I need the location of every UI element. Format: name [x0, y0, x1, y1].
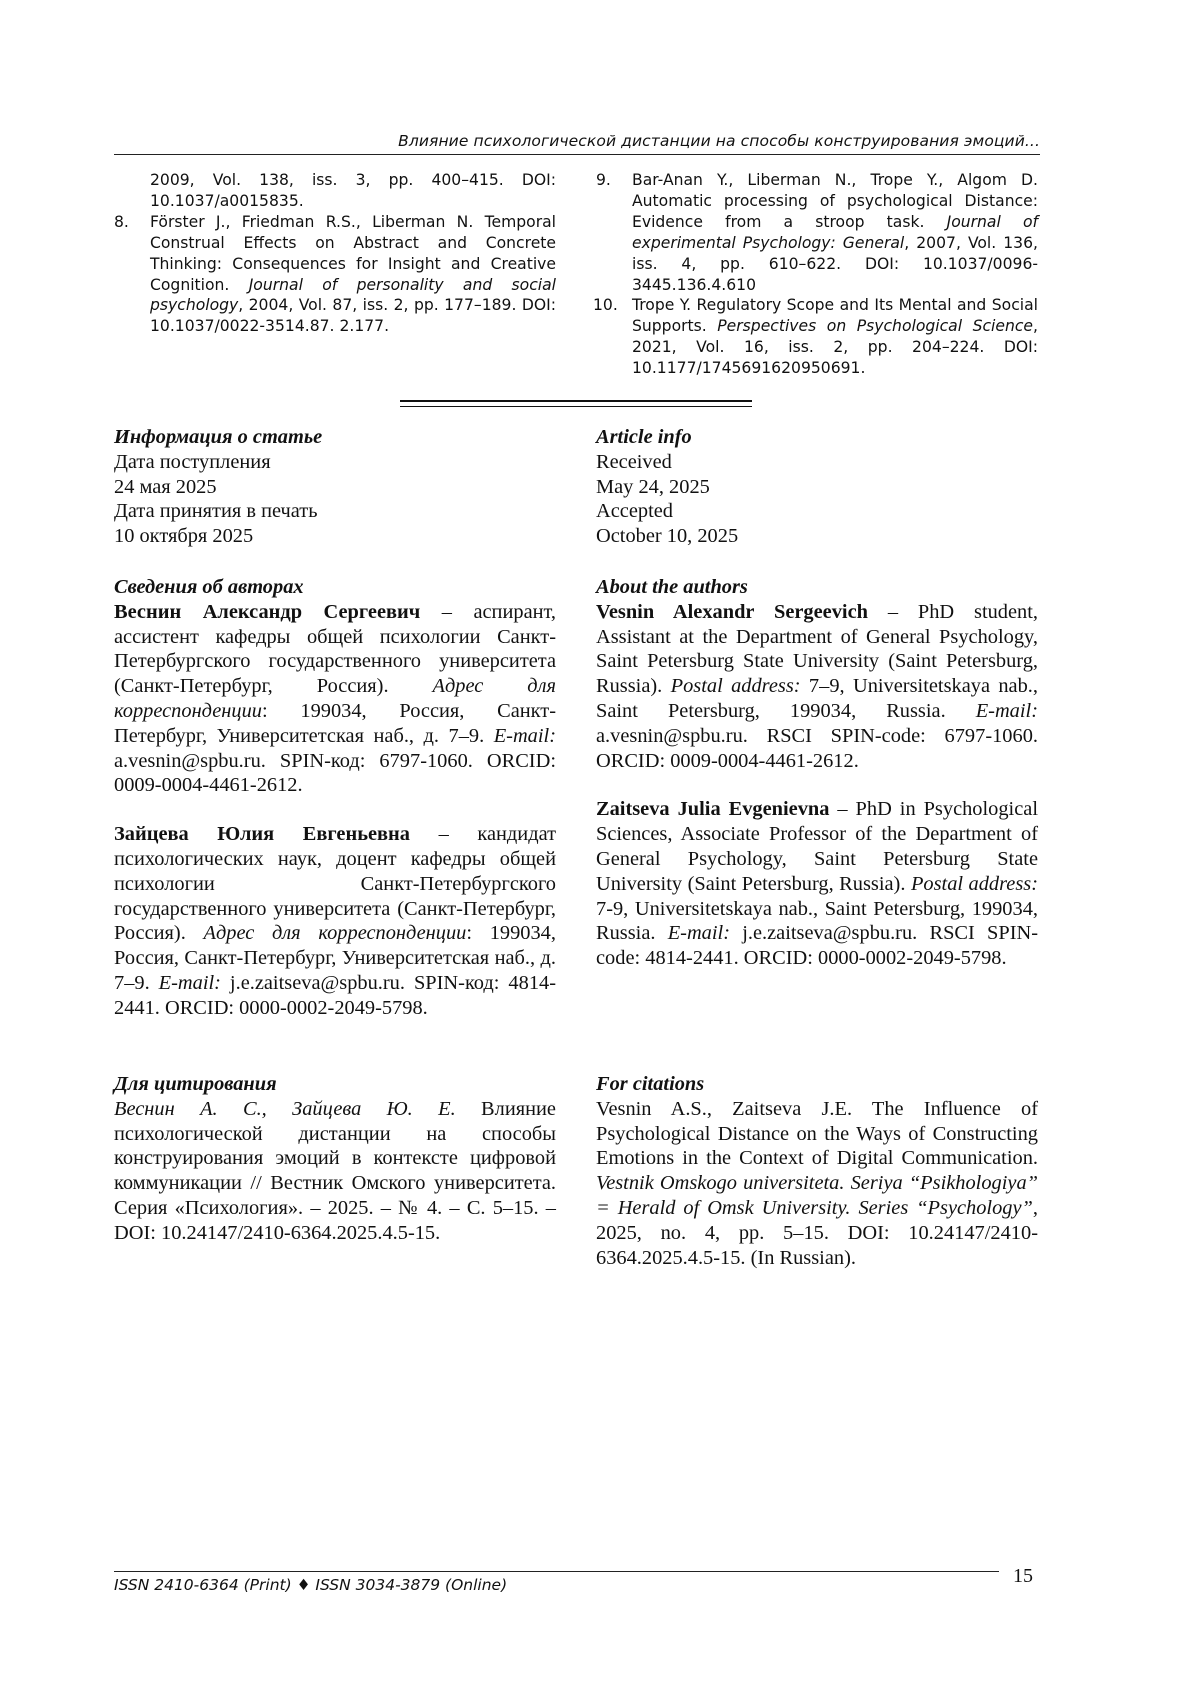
- page-number: 15: [1013, 1565, 1033, 1587]
- author-description: – PhD in Psychological Sciences, Associate Professor of the Department of General Psychology, Saint Petersburg State University (Saint Petersburg, Russia).: [596, 798, 1038, 895]
- address-label: Адрес для корреспонденции: [114, 675, 556, 722]
- references-left-column: [114, 170, 556, 337]
- author-2-bio: [596, 797, 1038, 971]
- address-label: Postal address:: [670, 675, 801, 698]
- authors-heading: About the authors: [596, 576, 748, 598]
- reference-details: , 2004, Vol. 87, iss. 2, pp. 177–189. DOI: 10.1037/0022-3514.87. 2.177.: [150, 296, 556, 336]
- author-2-bio: [114, 822, 556, 1020]
- email-and-ids: a.vesnin@spbu.ru. RSCI SPIN-code: 6797-1060. ORCID: 0009-0004-4461-2612.: [596, 724, 1038, 772]
- citation-text: [114, 1097, 556, 1246]
- footer-rule: [114, 1571, 999, 1572]
- author-1-bio: [114, 600, 556, 798]
- article-info-en: [596, 425, 1038, 549]
- accepted-date: October 10, 2025: [596, 525, 739, 548]
- email-and-ids: j.e.zaitseva@spbu.ru. RSCI SPIN-code: 4814-2441. ORCID: 0000-0002-2049-5798.: [596, 922, 1039, 970]
- citation-text: [596, 1097, 1038, 1271]
- reference-journal: Journal of personality and social psychology: [150, 275, 557, 315]
- author-name: Зайцева Юлия Евгеньевна: [114, 823, 410, 846]
- authors-en: [596, 575, 1038, 971]
- received-date: May 24, 2025: [596, 475, 710, 498]
- address-label: Адрес для корреспонденции: [203, 922, 467, 945]
- email-label: E-mail:: [493, 724, 556, 747]
- email-label: E-mail:: [158, 971, 221, 994]
- reference-number: 8.: [114, 212, 129, 231]
- issn-line: ISSN 2410-6364 (Print) ♦ ISSN 3034-3879 (Online): [114, 1576, 508, 1594]
- address: : 199034, Россия, Санкт-Петербург, Университетская наб., д. 7–9.: [114, 699, 556, 747]
- reference-authors-title: Förster J., Friedman R.S., Liberman N. Temporal Construal Effects on Abstract and Concrete Thinking: Consequences for Insight and Creative Cognition.: [150, 212, 556, 294]
- article-info-heading: Article info: [596, 426, 692, 448]
- citation-en: [596, 1072, 1038, 1270]
- reference-authors-title: Trope Y. Regulatory Scope and Its Mental and Social Supports.: [632, 296, 1038, 336]
- reference-10: [593, 295, 1038, 379]
- author-name: Vesnin Alexandr Sergeevich: [596, 600, 868, 623]
- reference-details: , 2007, Vol. 136, iss. 4, pp. 610–622. DOI: 10.1037/0096-3445.136.4.610: [632, 233, 1038, 294]
- authors-ru: [114, 575, 556, 1021]
- citation-body: Vesnin A.S., Zaitseva J.E. The Influence of Psychological Distance on the Ways of Constructing Emotions in the Context of Digital Communication.: [596, 1097, 1038, 1170]
- author-description: – аспирант, ассистент кафедры общей психологии Санкт-Петербургского государственного университета (Санкт-Петербург, Россия).: [114, 600, 557, 698]
- reference-number: 9.: [596, 171, 611, 189]
- citation-heading: Для цитирования: [114, 1073, 277, 1095]
- author-1-bio: [596, 600, 1038, 774]
- citation-ru: [114, 1072, 556, 1246]
- received-date: 24 мая 2025: [114, 475, 217, 498]
- article-info-ru: [114, 425, 556, 549]
- email-and-ids: a.vesnin@spbu.ru. SPIN-код: 6797-1060. ORCID: 0009-0004-4461-2612.: [114, 749, 556, 797]
- email-label: E-mail:: [667, 922, 730, 945]
- author-description: – кандидат психологических наук, доцент кафедры общей психологии Санкт-Петербургского государственного университета (Санкт-Петербург, Россия).: [114, 823, 556, 945]
- reference-number: 10.: [593, 296, 618, 315]
- address: 7–9, Universitetskaya nab., Saint Petersburg, 199034, Russia.: [596, 675, 1038, 722]
- accepted-label: Дата принятия в печать: [114, 500, 318, 523]
- accepted-label: Accepted: [596, 500, 673, 523]
- authors-heading: Сведения об авторах: [114, 576, 304, 598]
- section-divider-double-rule: [400, 400, 752, 407]
- reference-authors-title: Bar-Anan Y., Liberman N., Trope Y., Algom D. Automatic processing of psychological Distance: Evidence from a stroop task.: [632, 171, 1038, 231]
- header-rule: [114, 154, 1040, 155]
- email-and-ids: j.e.zaitseva@spbu.ru. SPIN-код: 4814-2441. ORCID: 0000-0002-2049-5798.: [114, 971, 556, 1019]
- author-name: Веснин Александр Сергеевич: [114, 600, 421, 623]
- citation-heading: For citations: [596, 1073, 705, 1095]
- author-description: – PhD student, Assistant at the Department of General Psychology, Saint Petersburg State University (Saint Petersburg, Russia).: [596, 600, 1039, 698]
- address-label: Postal address:: [910, 872, 1039, 895]
- address: 7-9, Universitetskaya nab., Saint Petersburg, 199034, Russia.: [596, 897, 1038, 945]
- reference-8: [114, 212, 556, 337]
- received-label: Received: [596, 450, 672, 473]
- received-label: Дата поступления: [114, 450, 271, 473]
- references-right-column: [593, 170, 1038, 379]
- reference-journal: Perspectives on Psychological Science: [717, 317, 1034, 336]
- reference-9: [596, 170, 1038, 295]
- citation-body: Влияние психологической дистанции на способы конструирования эмоций в контексте цифровой коммуникации // Вестник Омского университета. Серия «Психология». – 2025. – № 4. – С. 5–15. – DOI: 10.24147/2410-6364.2025.4.5-15.: [114, 1097, 556, 1244]
- address: : 199034, Россия, Санкт-Петербург, Университетская наб., д. 7–9.: [114, 922, 556, 994]
- email-label: E-mail:: [975, 699, 1038, 722]
- author-name: Zaitseva Julia Evgenievna: [596, 798, 830, 821]
- accepted-date: 10 октября 2025: [114, 525, 254, 548]
- article-info-heading: Информация о статье: [114, 426, 323, 448]
- reference-details: , 2021, Vol. 16, iss. 2, pp. 204–224. DOI: 10.1177/1745691620950691.: [632, 317, 1038, 378]
- running-head: Влияние психологической дистанции на способы конструирования эмоций...: [398, 132, 1040, 150]
- citation-details: , 2025, no. 4, pp. 5–15. DOI: 10.24147/2410-6364.2025.4.5-15. (In Russian).: [596, 1196, 1038, 1269]
- reference-continuation: 2009, Vol. 138, iss. 3, pp. 400–415. DOI: 10.1037/a0015835.: [150, 171, 556, 210]
- citation-authors: Веснин А. С., Зайцева Ю. Е.: [114, 1097, 456, 1120]
- reference-journal: Journal of experimental Psychology: General: [632, 212, 1038, 252]
- citation-journal: Vestnik Omskogo universiteta. Seriya “Psikhologiya” = Herald of Omsk University. Series “Psychology”: [596, 1172, 1038, 1219]
